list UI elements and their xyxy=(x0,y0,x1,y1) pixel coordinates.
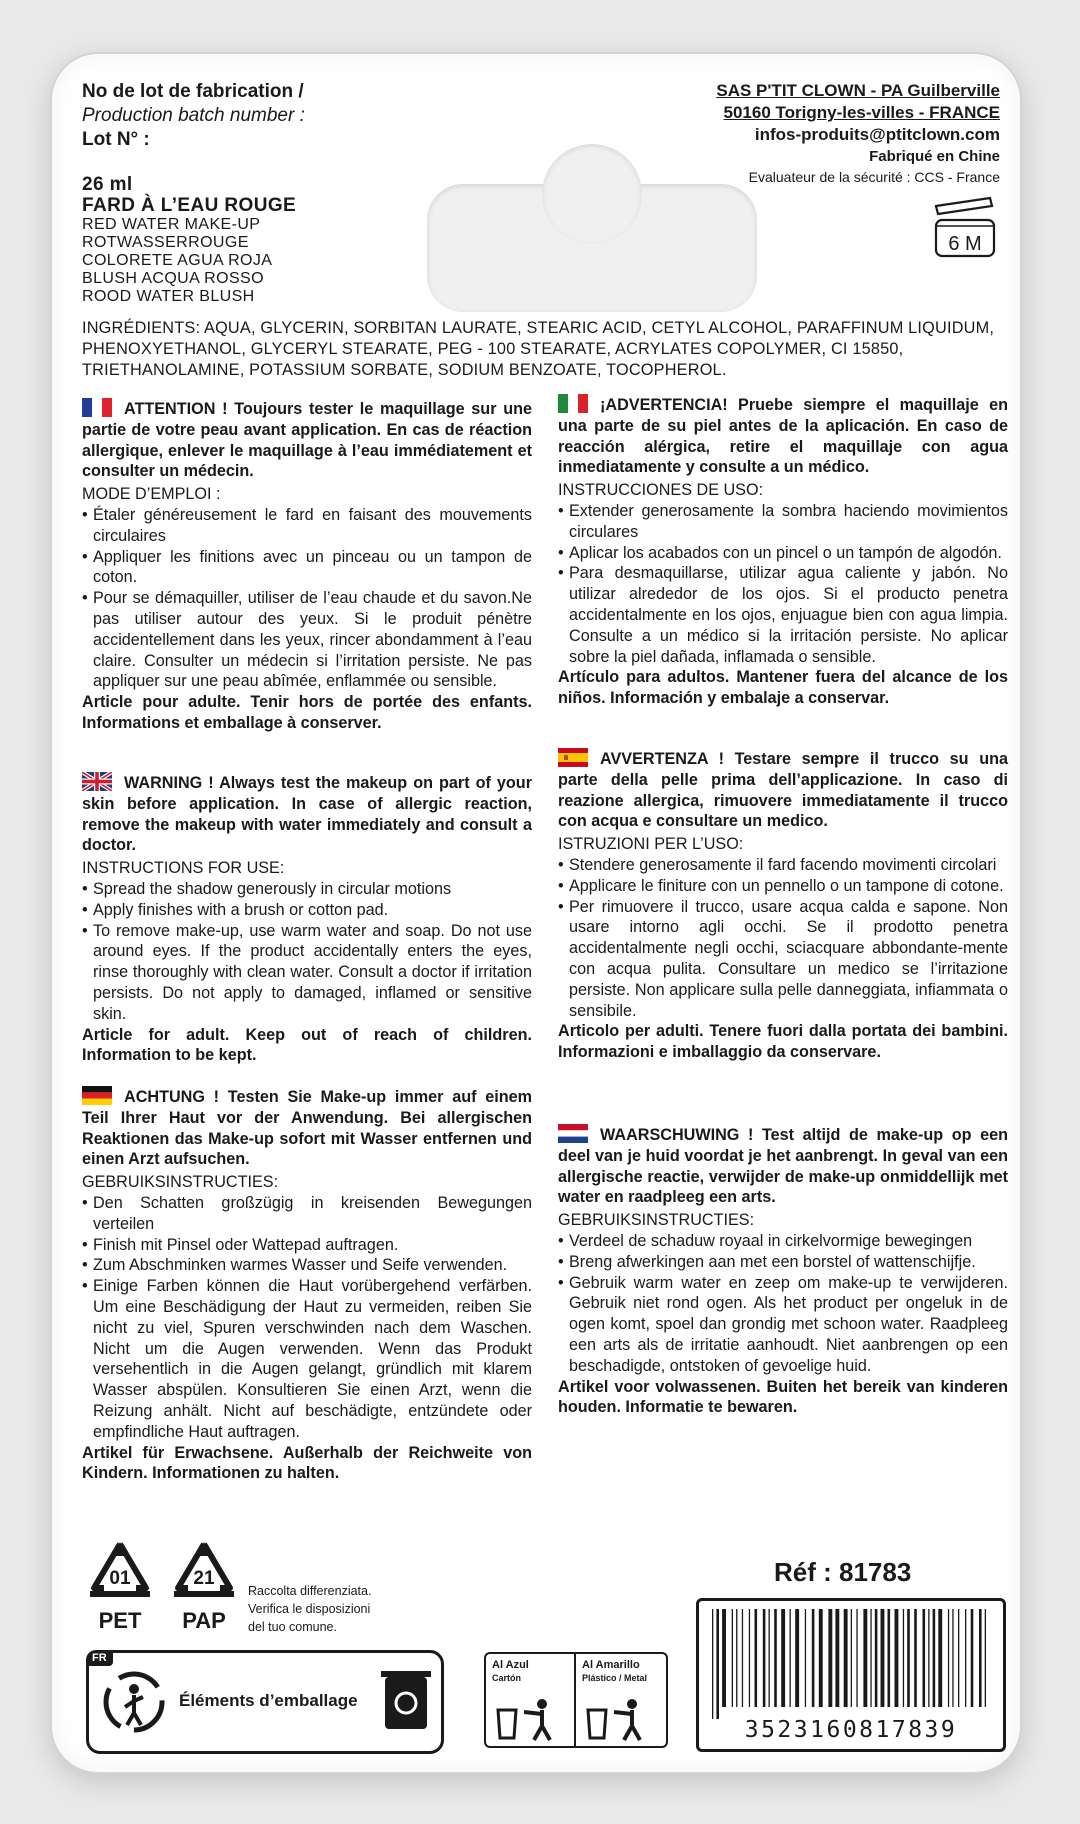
barcode-number: 3523160817839 xyxy=(744,1717,958,1743)
batch-line-fr: No de lot de fabrication / xyxy=(82,81,304,102)
yellow-bin-title: Al Amarillo xyxy=(582,1659,640,1671)
recycling-note-line1: Raccolta differenziata. xyxy=(248,1584,372,1598)
warning-fr: ATTENTION ! Toujours tester le maquillage sur une partie de votre peau avant application. En cas de réaction allergique, enlever le maquillage à l’eau immédiatement et consulter un médecin. xyxy=(82,400,532,481)
final-note-es: Artículo para adultos. Mantener fuera del alcance de los niños. Información y embalaje a conservar. xyxy=(558,668,1008,708)
product-name-nl: ROOD WATER BLUSH xyxy=(82,288,255,305)
barcode-bar xyxy=(716,1609,719,1719)
barcode-bar xyxy=(749,1609,750,1707)
barcode-bar xyxy=(895,1609,899,1707)
barcode-bar xyxy=(736,1609,737,1707)
instructions-heading-de: GEBRUIKSINSTRUCTIES: xyxy=(82,1173,279,1192)
person-bin-icon xyxy=(494,1696,564,1742)
barcode-bar xyxy=(722,1609,726,1707)
batch-lot: Lot N° : xyxy=(82,129,150,150)
barcode-bar xyxy=(805,1609,806,1707)
ingredients: INGRÉDIENTS: AQUA, GLYCERIN, SORBITAN LAURATE, STEARIC ACID, CETYL ALCOHOL, PARAFFINUM LIQUIDUM, PHENOXYETHANOL, GLYCERYL STEARATE, PEG - 100 STEARATE, ACRYLATES COPOLYMER, CI 15850, TRIETHANOLAMINE, POTASSIUM SORBATE, SODIUM BENZOATE, TOCOPHEROL. xyxy=(82,319,995,379)
recycle-bin-icon xyxy=(381,1667,431,1731)
company-block xyxy=(716,80,1000,186)
recycling-note-line3: del tuo comune. xyxy=(248,1620,337,1634)
barcode-bar xyxy=(888,1609,891,1707)
barcode-bar xyxy=(769,1609,770,1707)
barcode-bar xyxy=(907,1609,910,1707)
warning-en: WARNING ! Always test the makeup on part of your skin before application. In case of allergic reaction, remove the makeup with water immediately and consult a doctor. xyxy=(82,774,532,855)
barcode-bar xyxy=(819,1609,823,1707)
list-item: • Aplicar los acabados con un pincel o un tampón de algodón. xyxy=(558,543,1008,564)
barcode-bar xyxy=(923,1609,926,1707)
list-item: • Pour se démaquiller, utiliser de l’eau chaude et du savon.Ne pas utiliser autour des yeux. Si le produit pénètre accidentellement dans les yeux, rincer abondamment à l’eau claire. Consulter un médecin si l’irritation persiste. Ne pas appliquer sur une peau abîmée, enflammée ou sensible. xyxy=(82,588,532,692)
barcode-bar xyxy=(965,1609,966,1707)
list-item: • Étaler généreusement le fard en faisant des mouvements circulaires xyxy=(82,505,532,547)
list-item: • Den Schatten großzügig in kreisenden Bewegungen verteilen xyxy=(82,1193,532,1235)
product-name-de: ROTWASSERROUGE xyxy=(82,234,249,251)
list-item: • Zum Abschminken warmes Wasser und Seife verwenden. xyxy=(82,1255,532,1276)
final-note-de: Artikel für Erwachsene. Außerhalb der Reichweite von Kindern. Informationen zu halten. xyxy=(82,1443,532,1483)
blue-bin-title: Al Azul xyxy=(492,1659,529,1671)
pap-label: PAP xyxy=(182,1608,226,1633)
recycling-symbols xyxy=(80,1540,246,1645)
pap-code: 21 xyxy=(193,1568,215,1589)
barcode-bar xyxy=(781,1609,785,1707)
fr-badge: FR xyxy=(86,1650,113,1666)
barcode-bar xyxy=(755,1609,758,1707)
barcode-bar xyxy=(795,1609,799,1707)
barcode-bar xyxy=(875,1609,878,1707)
pet-code: 01 xyxy=(109,1568,131,1589)
section-en xyxy=(82,772,532,1066)
product-block xyxy=(82,174,296,306)
spanish-bins xyxy=(484,1652,668,1748)
instructions-list-it xyxy=(558,855,1008,1021)
section-es xyxy=(558,394,1008,709)
barcode-bar xyxy=(958,1609,959,1707)
recycling-note-line2: Verifica le disposizioni xyxy=(248,1602,371,1616)
instructions-heading-en: INSTRUCTIONS FOR USE: xyxy=(82,859,285,878)
pao-jar-icon xyxy=(928,196,1000,260)
section-de xyxy=(82,1086,532,1484)
list-item: • Para desmaquillarse, utilizar agua caliente y jabón. No utilizar alrededor de los ojos. Si el producto penetra accidentalmente en los ojos, enjuague bien con agua limpia. Consulte a un médico si la irritación persiste. No aplicar sobre la piel dañada, inflamada o sensible. xyxy=(558,563,1008,667)
instructions-list-en xyxy=(82,879,532,1025)
instructions-list-de xyxy=(82,1193,532,1443)
warning-de: ACHTUNG ! Testen Sie Make-up immer auf einem Teil Ihrer Haut vor der Anwendung. Bei allergischen Reaktionen das Make-up sofort mit Wasser entfernen und einen Arzt aufsuchen. xyxy=(82,1088,532,1169)
list-item: • Spread the shadow generously in circular motions xyxy=(82,879,532,900)
product-name-en: RED WATER MAKE-UP xyxy=(82,216,261,233)
product-volume: 26 ml xyxy=(82,174,133,195)
list-item: • Stendere generosamente il fard facendo movimenti circolari xyxy=(558,855,1008,876)
barcode-bar xyxy=(828,1609,832,1707)
batch-block xyxy=(82,80,305,152)
list-item: • Einige Farben können die Haut vorübergehend verfärben. Um eine Beschädigung der Haut zu vermeiden, reiben Sie nicht zu viel, Spuren verschwinden nach dem Waschen. Nicht um die Augen verwenden. Wenn das Produkt versehentlich in die Augen gelangt, gründlich mit klarem Wasser abspülen. Konsultieren Sie einen Arzt, wenn die Reizung anhält. Nicht auf beschädigte, entzündete oder empfindliche Haut auftragen. xyxy=(82,1276,532,1442)
final-note-en: Article for adult. Keep out of reach of children. Information to be kept. xyxy=(82,1025,532,1065)
list-item: • Applicare le finiture con un pennello o un tampone di cotone. xyxy=(558,876,1008,897)
company-line2: 50160 Torigny-les-villes - FRANCE xyxy=(723,103,1000,122)
section-nl xyxy=(558,1124,1008,1418)
barcode-bar xyxy=(790,1609,791,1707)
section-fr xyxy=(82,398,532,734)
list-item: • Breng afwerkingen aan met een borstel of wattenschijfje. xyxy=(558,1252,1008,1273)
product-name-fr: FARD À L’EAU ROUGE xyxy=(82,195,297,216)
company-email: infos-produits@ptitclown.com xyxy=(754,125,1000,144)
instructions-heading-fr: MODE D’EMPLOI : xyxy=(82,485,221,504)
flag-france-icon xyxy=(82,398,112,417)
barcode-bar xyxy=(844,1609,848,1707)
section-it xyxy=(558,748,1008,1063)
instructions-heading-nl: GEBRUIKSINSTRUCTIES: xyxy=(558,1211,755,1230)
triman-icon xyxy=(99,1667,169,1737)
warning-it: AVVERTENZA ! Testare sempre il trucco su una parte della pelle prima dell’applicazione. In caso di reazione allergica, rimuovere immediatamente il trucco con acqua e consultare un medico. xyxy=(558,750,1008,831)
emballage-label: Éléments d’emballage xyxy=(179,1691,358,1710)
instructions-list-nl xyxy=(558,1231,1008,1377)
barcode-bar xyxy=(835,1609,839,1707)
barcode-bar xyxy=(732,1609,733,1707)
barcode-bar xyxy=(763,1609,766,1707)
product-name-it: BLUSH ACQUA ROSSO xyxy=(82,270,264,287)
warning-nl: WAARSCHUWING ! Test altijd de make-up op een deel van je huid voordat je het aanbrengt. In geval van een allergische reactie, verwijder de make-up onmiddellijk met water en raadpleeg een arts. xyxy=(558,1126,1008,1207)
blue-bin xyxy=(486,1654,574,1746)
person-bin-icon xyxy=(584,1696,654,1742)
barcode xyxy=(696,1598,1006,1752)
made-in: Fabriqué en Chine xyxy=(869,148,1000,165)
barcode-bar xyxy=(856,1609,857,1707)
barcode-bars xyxy=(706,1609,996,1719)
triman-logo xyxy=(86,1650,444,1754)
list-item: • Gebruik warm water en zeep om make-up te verwijderen. Gebruik niet rond ogen. Als het product per ongeluk in de ogen komt, spoel dan grondig met schoon water. Raadpleeg een arts als de irritatie aanhoudt. Niet aanbrengen op een beschadigde, ontstoken of gevoelige huid. xyxy=(558,1273,1008,1377)
barcode-bar xyxy=(881,1609,885,1707)
safety-assessor: Evaluateur de la sécurité : CCS - France xyxy=(748,169,1000,185)
barcode-bar xyxy=(971,1609,974,1707)
barcode-bar xyxy=(938,1609,942,1707)
reference-number: Réf : 81783 xyxy=(774,1557,912,1587)
barcode-bar xyxy=(933,1609,936,1707)
list-item: • To remove make-up, use warm water and soap. Do not use around eyes. If the product accidentally enters the eyes, rinse thoroughly with clean water. Consult a doctor if irritation persists. Do not apply to damaged, inflamed or sensitive skin. xyxy=(82,921,532,1025)
batch-line-en: Production batch number : xyxy=(82,105,305,126)
recycle-pet-icon xyxy=(90,1542,150,1633)
barcode-bar xyxy=(914,1609,917,1707)
list-item: • Finish mit Pinsel oder Wattepad auftragen. xyxy=(82,1235,532,1256)
final-note-nl: Artikel voor volwassenen. Buiten het bereik van kinderen houden. Informatie te bewaren. xyxy=(558,1377,1008,1417)
barcode-bar xyxy=(742,1609,743,1707)
barcode-bar xyxy=(863,1609,867,1707)
list-item: • Verdeel de schaduw royaal in cirkelvormige bewegingen xyxy=(558,1231,1008,1252)
flag-netherlands-icon xyxy=(558,1124,588,1143)
flag-uk-icon xyxy=(82,772,112,791)
barcode-bar xyxy=(851,1609,852,1707)
barcode-bar xyxy=(870,1609,871,1707)
barcode-bar xyxy=(952,1609,953,1707)
recycle-pap-icon xyxy=(174,1542,234,1633)
barcode-bar xyxy=(948,1609,949,1707)
yellow-bin xyxy=(576,1654,664,1746)
yellow-bin-sub: Plástico / Metal xyxy=(582,1673,648,1683)
list-item: • Appliquer les finitions avec un pinceau ou un tampon de coton. xyxy=(82,547,532,589)
flag-germany-icon xyxy=(82,1086,112,1105)
flag-spain-icon xyxy=(558,394,588,413)
final-note-it: Articolo per adulti. Tenere fuori dalla portata dei bambini. Informazioni e imballaggio da conservare. xyxy=(558,1022,1008,1062)
pet-label: PET xyxy=(98,1608,142,1633)
instructions-list-es xyxy=(558,501,1008,667)
instructions-list-fr xyxy=(82,505,532,692)
company-line1: SAS P'TIT CLOWN - PA Guilberville xyxy=(716,81,1000,100)
list-item: • Extender generosamente la sombra haciendo movimientos circulares xyxy=(558,501,1008,543)
instructions-heading-es: INSTRUCCIONES DE USO: xyxy=(558,481,764,500)
barcode-bar xyxy=(985,1609,986,1707)
pao-label: 6 M xyxy=(948,233,982,255)
instructions-heading-it: ISTRUZIONI PER L’USO: xyxy=(558,835,744,854)
barcode-bar xyxy=(812,1609,815,1707)
blue-bin-sub: Cartón xyxy=(492,1673,521,1683)
barcode-bar xyxy=(774,1609,777,1707)
barcode-bar xyxy=(903,1609,904,1707)
list-item: • Per rimuovere il trucco, usare acqua calda e sapone. Non usare intorno agli occhi. Se il prodotto penetra accidentalmente negli occhi, sciacquare abbondante-mente con acqua pulita. Consultare un medico se l’irritazione persiste. Non applicare sulla pelle danneggiata, infiammata o sensibile. xyxy=(558,897,1008,1022)
final-note-fr: Article pour adulte. Tenir hors de portée des enfants. Informations et emballage à conserver. xyxy=(82,693,532,732)
flag-italy-icon xyxy=(558,748,588,767)
barcode-bar xyxy=(928,1609,929,1707)
hang-hole xyxy=(427,184,757,312)
list-item: • Apply finishes with a brush or cotton pad. xyxy=(82,900,532,921)
recycling-note xyxy=(248,1582,371,1636)
product-name-es: COLORETE AGUA ROJA xyxy=(82,252,273,269)
barcode-bar xyxy=(979,1609,982,1707)
warning-es: ¡ADVERTENCIA! Pruebe siempre el maquillaje en una parte de su piel antes de la aplicación. En caso de reacción alérgica, retire el maquillaje con agua inmediatamente y consulte a un médico. xyxy=(558,396,1008,477)
barcode-bar xyxy=(712,1609,713,1719)
